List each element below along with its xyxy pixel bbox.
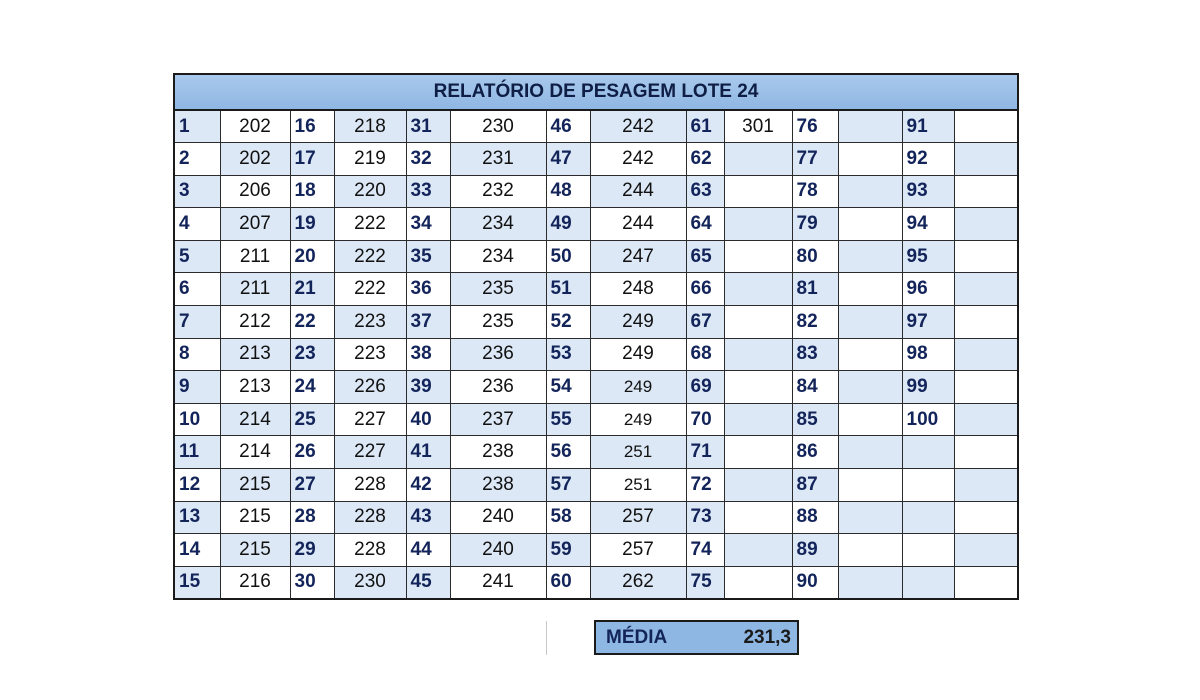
weight-cell: 215 [220,534,290,567]
item-number-cell: 64 [686,208,724,241]
weight-cell: 234 [450,240,546,273]
weight-cell [724,534,792,567]
weight-cell: 236 [450,338,546,371]
weight-cell [954,566,1018,599]
weight-cell [838,338,902,371]
weight-cell [954,501,1018,534]
weight-cell: 241 [450,566,546,599]
item-number-cell: 90 [792,566,838,599]
item-number-cell: 58 [546,501,590,534]
item-number-cell: 34 [406,208,450,241]
item-number-cell: 75 [686,566,724,599]
weight-cell: 202 [220,110,290,143]
weight-cell: 234 [450,208,546,241]
item-number-cell: 73 [686,501,724,534]
weight-cell: 251 [590,436,686,469]
table-row [174,110,1018,143]
weight-cell: 213 [220,371,290,404]
weight-cell: 249 [590,338,686,371]
weight-cell [724,501,792,534]
item-number-cell: 62 [686,143,724,176]
item-number-cell: 44 [406,534,450,567]
weight-cell: 215 [220,469,290,502]
weight-cell [954,110,1018,143]
weight-cell: 228 [334,501,406,534]
weight-cell [724,273,792,306]
item-number-cell: 24 [290,371,334,404]
weight-cell [954,208,1018,241]
item-number-cell: 2 [174,143,220,176]
weight-cell: 244 [590,208,686,241]
weight-cell [838,566,902,599]
item-number-cell: 13 [174,501,220,534]
weight-cell [838,175,902,208]
item-number-cell: 50 [546,240,590,273]
item-number-cell: 5 [174,240,220,273]
table-row [174,240,1018,273]
weight-cell [724,566,792,599]
item-number-cell: 10 [174,403,220,436]
weight-cell [954,403,1018,436]
weight-cell: 249 [590,403,686,436]
item-number-cell: 46 [546,110,590,143]
weight-cell [724,175,792,208]
item-number-cell: 28 [290,501,334,534]
item-number-cell: 30 [290,566,334,599]
item-number-cell: 93 [902,175,954,208]
weight-cell: 244 [590,175,686,208]
item-number-cell: 70 [686,403,724,436]
table-row [174,338,1018,371]
item-number-cell: 49 [546,208,590,241]
weight-cell [838,273,902,306]
item-number-cell: 16 [290,110,334,143]
weight-cell [954,306,1018,339]
weight-cell: 231 [450,143,546,176]
item-number-cell: 56 [546,436,590,469]
weight-cell [724,436,792,469]
item-number-cell: 48 [546,175,590,208]
weight-cell: 219 [334,143,406,176]
item-number-cell: 69 [686,371,724,404]
item-number-cell: 45 [406,566,450,599]
weight-cell: 228 [334,469,406,502]
weight-cell [724,469,792,502]
weight-cell: 257 [590,534,686,567]
item-number-cell: 67 [686,306,724,339]
weight-cell: 226 [334,371,406,404]
item-number-cell: 36 [406,273,450,306]
item-number-cell: 3 [174,175,220,208]
weight-cell: 251 [590,469,686,502]
item-number-cell: 88 [792,501,838,534]
weight-cell: 220 [334,175,406,208]
weight-cell: 227 [334,436,406,469]
item-number-cell: 59 [546,534,590,567]
average-value: 231,3 [743,626,791,648]
weight-cell: 211 [220,240,290,273]
weight-cell: 227 [334,403,406,436]
item-number-cell: 66 [686,273,724,306]
weight-cell: 262 [590,566,686,599]
table-row [174,501,1018,534]
weight-cell: 237 [450,403,546,436]
weight-cell: 228 [334,534,406,567]
weight-cell: 212 [220,306,290,339]
table-row [174,306,1018,339]
table-row [174,143,1018,176]
item-number-cell: 92 [902,143,954,176]
weight-cell [838,534,902,567]
weight-cell: 235 [450,306,546,339]
weight-cell: 230 [334,566,406,599]
weight-cell [724,143,792,176]
weight-cell [838,240,902,273]
weight-cell [724,403,792,436]
item-number-cell: 89 [792,534,838,567]
item-number-cell [902,566,954,599]
weight-cell [954,371,1018,404]
item-number-cell: 4 [174,208,220,241]
item-number-cell: 53 [546,338,590,371]
weight-cell: 240 [450,534,546,567]
item-number-cell: 68 [686,338,724,371]
weight-cell: 206 [220,175,290,208]
item-number-cell: 71 [686,436,724,469]
item-number-cell: 74 [686,534,724,567]
weight-cell: 257 [590,501,686,534]
item-number-cell: 29 [290,534,334,567]
weight-cell [954,338,1018,371]
item-number-cell: 21 [290,273,334,306]
item-number-cell: 91 [902,110,954,143]
weight-cell: 223 [334,306,406,339]
item-number-cell: 32 [406,143,450,176]
item-number-cell: 8 [174,338,220,371]
weight-cell [954,175,1018,208]
table-row [174,208,1018,241]
item-number-cell: 33 [406,175,450,208]
item-number-cell: 18 [290,175,334,208]
item-number-cell: 61 [686,110,724,143]
weight-cell [954,273,1018,306]
item-number-cell: 39 [406,371,450,404]
weight-cell [724,371,792,404]
weight-cell: 249 [590,306,686,339]
weight-cell [838,143,902,176]
item-number-cell: 19 [290,208,334,241]
report-title: RELATÓRIO DE PESAGEM LOTE 24 [174,74,1018,110]
weight-cell: 301 [724,110,792,143]
weight-cell: 248 [590,273,686,306]
weight-cell [838,403,902,436]
weight-cell [838,469,902,502]
table-row [174,469,1018,502]
item-number-cell: 85 [792,403,838,436]
item-number-cell: 20 [290,240,334,273]
item-number-cell: 23 [290,338,334,371]
weight-cell [724,338,792,371]
item-number-cell: 27 [290,469,334,502]
item-number-cell: 83 [792,338,838,371]
weight-cell: 202 [220,143,290,176]
item-number-cell: 37 [406,306,450,339]
weight-cell: 232 [450,175,546,208]
item-number-cell: 25 [290,403,334,436]
weight-cell: 222 [334,208,406,241]
weight-cell: 222 [334,273,406,306]
item-number-cell: 95 [902,240,954,273]
item-number-cell: 14 [174,534,220,567]
item-number-cell: 76 [792,110,838,143]
weight-cell [838,371,902,404]
item-number-cell: 80 [792,240,838,273]
weight-cell [838,501,902,534]
item-number-cell: 55 [546,403,590,436]
item-number-cell: 38 [406,338,450,371]
weight-cell [954,436,1018,469]
weight-cell: 222 [334,240,406,273]
item-number-cell: 65 [686,240,724,273]
weight-cell [724,240,792,273]
item-number-cell: 57 [546,469,590,502]
table-row [174,436,1018,469]
weight-cell [954,534,1018,567]
item-number-cell: 47 [546,143,590,176]
weight-cell [838,306,902,339]
cell-border-line [546,621,547,655]
weight-cell [724,306,792,339]
table-row [174,403,1018,436]
weight-cell [838,436,902,469]
weighing-report [173,73,1017,600]
weight-cell [954,240,1018,273]
item-number-cell: 40 [406,403,450,436]
table-row [174,175,1018,208]
weight-cell: 207 [220,208,290,241]
item-number-cell: 26 [290,436,334,469]
item-number-cell: 81 [792,273,838,306]
item-number-cell: 97 [902,306,954,339]
item-number-cell: 43 [406,501,450,534]
item-number-cell: 98 [902,338,954,371]
weight-cell: 247 [590,240,686,273]
item-number-cell: 7 [174,306,220,339]
weight-cell: 211 [220,273,290,306]
item-number-cell: 96 [902,273,954,306]
item-number-cell: 84 [792,371,838,404]
weight-cell: 242 [590,143,686,176]
item-number-cell: 82 [792,306,838,339]
weight-cell: 236 [450,371,546,404]
item-number-cell [902,501,954,534]
weight-cell: 230 [450,110,546,143]
item-number-cell: 42 [406,469,450,502]
weight-cell: 235 [450,273,546,306]
item-number-cell: 51 [546,273,590,306]
weight-cell: 240 [450,501,546,534]
item-number-cell: 11 [174,436,220,469]
weight-cell [954,469,1018,502]
item-number-cell: 17 [290,143,334,176]
item-number-cell: 35 [406,240,450,273]
table-row [174,566,1018,599]
weight-cell: 218 [334,110,406,143]
item-number-cell [902,436,954,469]
item-number-cell: 9 [174,371,220,404]
weight-cell [954,143,1018,176]
item-number-cell: 63 [686,175,724,208]
average-summary [594,620,799,655]
item-number-cell [902,534,954,567]
item-number-cell: 79 [792,208,838,241]
item-number-cell: 78 [792,175,838,208]
item-number-cell: 22 [290,306,334,339]
item-number-cell: 60 [546,566,590,599]
item-number-cell: 31 [406,110,450,143]
weight-cell: 215 [220,501,290,534]
weighing-table [173,73,1019,600]
weight-cell: 238 [450,436,546,469]
weight-cell [838,208,902,241]
weight-cell: 214 [220,403,290,436]
table-row [174,371,1018,404]
item-number-cell: 1 [174,110,220,143]
item-number-cell [902,469,954,502]
item-number-cell: 54 [546,371,590,404]
item-number-cell: 12 [174,469,220,502]
weight-cell: 249 [590,371,686,404]
weight-cell: 238 [450,469,546,502]
item-number-cell: 41 [406,436,450,469]
weight-cell [724,208,792,241]
item-number-cell: 99 [902,371,954,404]
average-label: MÉDIA [606,626,668,648]
weight-cell: 213 [220,338,290,371]
weight-cell: 223 [334,338,406,371]
table-row [174,273,1018,306]
table-row [174,534,1018,567]
item-number-cell: 77 [792,143,838,176]
weight-cell: 242 [590,110,686,143]
item-number-cell: 86 [792,436,838,469]
item-number-cell: 52 [546,306,590,339]
item-number-cell: 94 [902,208,954,241]
item-number-cell: 87 [792,469,838,502]
item-number-cell: 15 [174,566,220,599]
item-number-cell: 72 [686,469,724,502]
weight-cell: 214 [220,436,290,469]
item-number-cell: 6 [174,273,220,306]
weight-cell: 216 [220,566,290,599]
weight-cell [838,110,902,143]
item-number-cell: 100 [902,403,954,436]
